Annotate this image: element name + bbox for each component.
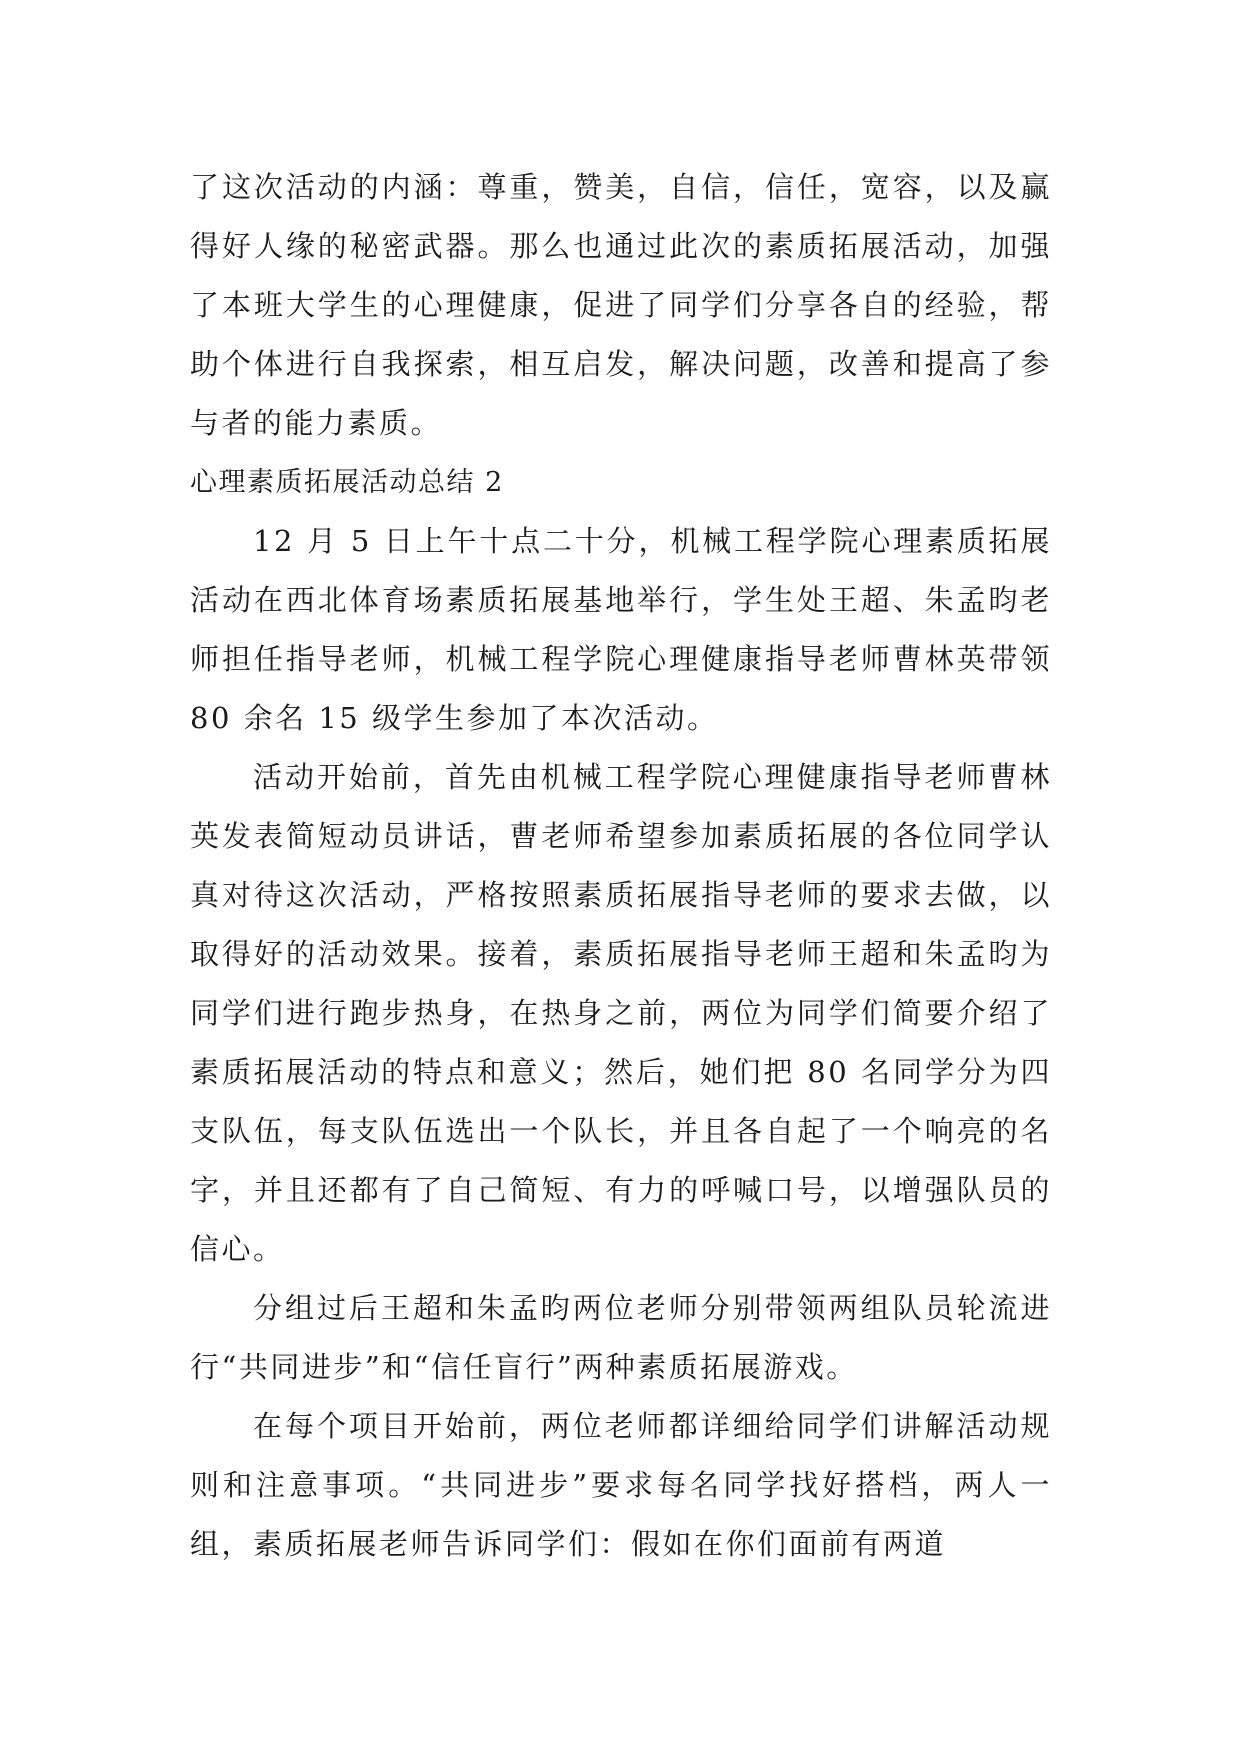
paragraph-opening-speech: 活动开始前，首先由机械工程学院心理健康指导老师曹林英发表简短动员讲话，曹老师希望参加素质拓展的各位同学认真对待这次活动，严格按照素质拓展指导老师的要求去做，以取得好的活动效果。接着，素质拓展指导老师王超和朱孟昀为同学们进行跑步热身，在热身之前，两位为同学们简要介绍了素质拓展活动的特点和意义；然后，她们把 80 名同学分为四支队伍，每支队伍选出一个队长，并且各自起了一个响亮的名字，并且还都有了自己简短、有力的呼喊口号，以增强队员的信心。 bbox=[190, 760, 1052, 1266]
section-heading: 心理素质拓展活动总结 2 bbox=[190, 467, 504, 498]
paragraph-event-intro: 12 月 5 日上午十点二十分，机械工程学院心理素质拓展活动在西北体育场素质拓展基地举行，学生处王超、朱孟昀老师担任指导老师，机械工程学院心理健康指导老师曹林英带领 80 余名 15 级学生参加了本次活动。 bbox=[190, 524, 1052, 735]
paragraph-rules: 在每个项目开始前，两位老师都详细给同学们讲解活动规则和注意事项。“共同进步”要求每名同学找好搭档，两人一组，素质拓展老师告诉同学们：假如在你们面前有两道 bbox=[190, 1409, 1052, 1561]
paragraph-grouping: 分组过后王超和朱孟昀两位老师分别带领两组队员轮流进行“共同进步”和“信任盲行”两种素质拓展游戏。 bbox=[190, 1291, 1052, 1384]
paragraph-continuation: 了这次活动的内涵：尊重，赞美，自信，信任，宽容，以及赢得好人缘的秘密武器。那么也通过此次的素质拓展活动，加强了本班大学生的心理健康，促进了同学们分享各自的经验，帮助个体进行自我探索，相互启发，解决问题，改善和提高了参与者的能力素质。 bbox=[190, 170, 1052, 440]
document-body bbox=[190, 158, 1052, 1574]
